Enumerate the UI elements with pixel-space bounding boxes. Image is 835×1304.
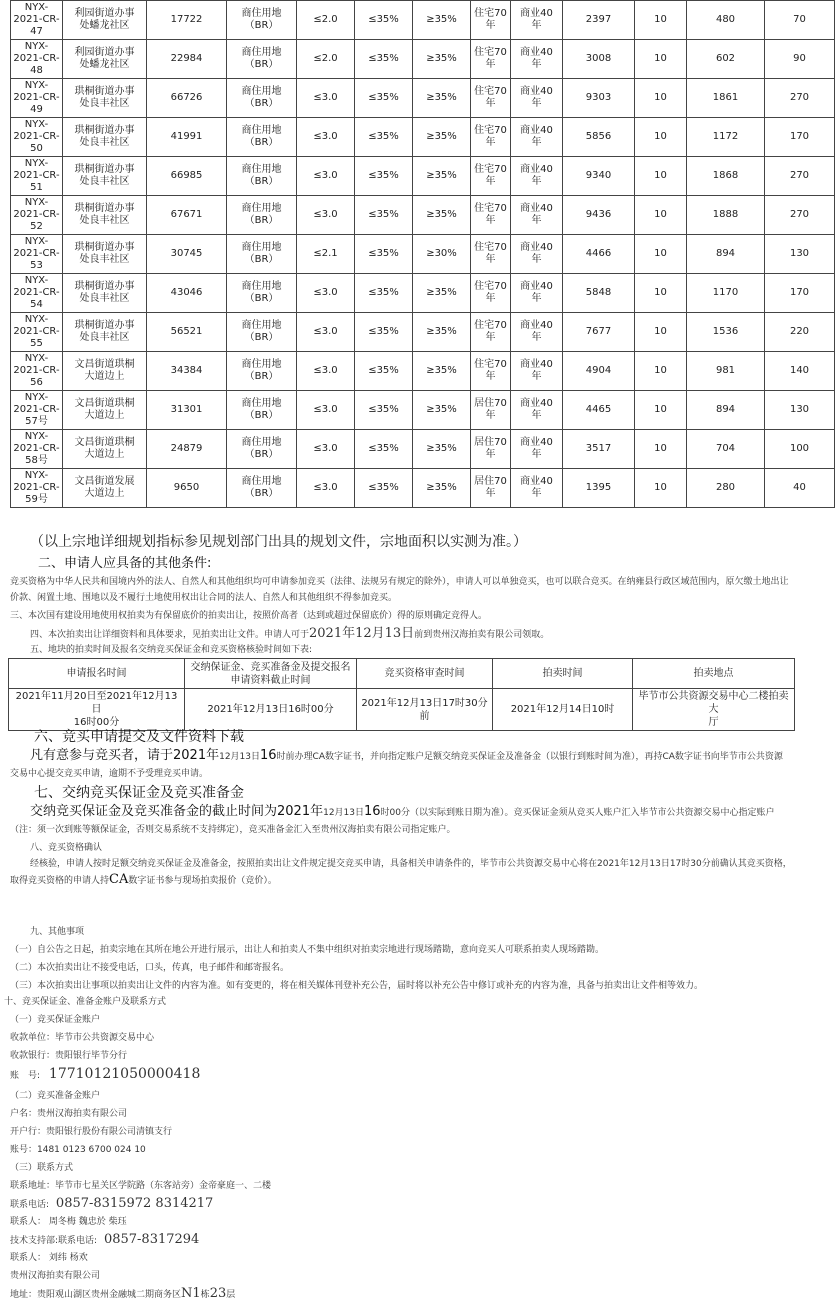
cell-location: 文昌街道珙桐 大道边上: [63, 391, 147, 430]
table-row: [11, 391, 835, 430]
cell-plot-ratio: ≤2.1: [297, 235, 355, 274]
cell-parcel-id: NYX- 2021-CR- 50: [11, 118, 63, 157]
schedule-header-cell: 拍卖时间: [493, 659, 633, 689]
cell-increment: 10: [635, 235, 687, 274]
cell-deposit: 1861: [687, 79, 765, 118]
section-9-item-1: （一）自公告之日起，拍卖宗地在其所在地公开进行展示，出让人和拍卖人不集中组织对拍卖宗地进行现场踏勘，意向竞买人可联系拍卖人现场踏勘。: [10, 945, 605, 955]
cell-increment: 10: [635, 1, 687, 40]
company-name: 贵州汉海拍卖有限公司: [10, 1271, 101, 1281]
section-3-paragraph: 三、本次国有建设用地使用权拍卖为有保留底价的拍卖出让，按照价高者（达到或超过保留底价）得的原则确定竞得人。: [10, 611, 488, 621]
cell-start-price: 4904: [563, 352, 635, 391]
cell-reserve: 70: [765, 1, 835, 40]
schedule-header-cell: 申请报名时间: [9, 659, 185, 689]
contact-title: （三）联系方式: [10, 1163, 74, 1173]
reserve-account-number: 账号：1481 0123 6700 024 10: [10, 1145, 146, 1155]
section-7-title: 七、交纳竞买保证金及竞买准备金: [34, 785, 244, 801]
cell-location: 利园街道办事 处蟠龙社区: [63, 1, 147, 40]
tech-people: 联系人： 刘纬 杨欢: [10, 1253, 88, 1263]
cell-plot-ratio: ≤2.0: [297, 1, 355, 40]
table-row: [11, 118, 835, 157]
cell-increment: 10: [635, 196, 687, 235]
cell-residential-term: 住宅70 年: [471, 1, 511, 40]
schedule-header-cell: 拍卖地点: [633, 659, 795, 689]
cell-building-density: ≤35%: [355, 118, 413, 157]
cell-building-density: ≤35%: [355, 40, 413, 79]
section-2-paragraph-1: 竞买资格为中华人民共和国境内外的法人、自然人和其他组织均可申请参加竞买（法律、法规另有规定的除外），申请人可以单独竞买，也可以联合竞买。在纳雍县行政区域范围内，原欠缴土地出让: [10, 577, 789, 587]
cell-residential-term: 住宅70 年: [471, 196, 511, 235]
cell-area: 9650: [147, 469, 227, 508]
company-address-building: N1: [181, 1286, 201, 1301]
cell-plot-ratio: ≤2.0: [297, 40, 355, 79]
cell-increment: 10: [635, 40, 687, 79]
cell-plot-ratio: ≤3.0: [297, 274, 355, 313]
schedule-value-cell: 毕节市公共资源交易中心二楼拍卖大 厅: [633, 689, 795, 731]
table-row: [11, 274, 835, 313]
cell-building-density: ≤35%: [355, 430, 413, 469]
table-row: [11, 1, 835, 40]
cell-area: 17722: [147, 1, 227, 40]
schedule-value-cell: 2021年12月14日10时: [493, 689, 633, 731]
cell-area: 43046: [147, 274, 227, 313]
schedule-header-cell: 交纳保证金、竞买准备金及提交报名 申请资料截止时间: [185, 659, 357, 689]
company-address: [10, 1288, 235, 1301]
cell-residential-term: 居住70 年: [471, 469, 511, 508]
section-8-paragraph-2: [10, 874, 277, 887]
cell-residential-term: 住宅70 年: [471, 352, 511, 391]
table-row: [11, 157, 835, 196]
cell-reserve: 220: [765, 313, 835, 352]
cell-residential-term: 住宅70 年: [471, 40, 511, 79]
cell-parcel-id: NYX- 2021-CR- 47: [11, 1, 63, 40]
cell-parcel-id: NYX- 2021-CR- 56: [11, 352, 63, 391]
cell-building-density: ≤35%: [355, 157, 413, 196]
cell-commercial-term: 商业40 年: [511, 469, 563, 508]
cell-area: 31301: [147, 391, 227, 430]
cell-start-price: 3008: [563, 40, 635, 79]
cell-area: 66985: [147, 157, 227, 196]
section-9-item-2: （二）本次拍卖出让不接受电话，口头，传真，电子邮件和邮寄报名。: [10, 963, 290, 973]
cell-area: 66726: [147, 79, 227, 118]
cell-increment: 10: [635, 430, 687, 469]
cell-land-use: 商住用地 （BR）: [227, 274, 297, 313]
section-2-title: 二、申请人应具备的其他条件:: [38, 556, 212, 571]
reserve-account-title: （二）竞买准备金账户: [10, 1091, 101, 1101]
cell-plot-ratio: ≤3.0: [297, 157, 355, 196]
cell-residential-term: 住宅70 年: [471, 79, 511, 118]
company-address-c: 栋: [200, 1290, 210, 1300]
section-8-paragraph-1: 经核验，申请人按时足额交纳竞买保证金及准备金，按照拍卖出让文件规定提交竞买申请，具备相关申请条件的，毕节市公共资源交易中心将在2021年12月13日17时30分前确认其竞买资格，: [30, 859, 792, 869]
table-row: [11, 235, 835, 274]
schedule-header-row: [9, 659, 795, 689]
cell-increment: 10: [635, 118, 687, 157]
schedule-value-row: [9, 689, 795, 731]
cell-building-density: ≤35%: [355, 196, 413, 235]
schedule-value-cell: 2021年12月13日16时00分: [185, 689, 357, 731]
cell-deposit: 1172: [687, 118, 765, 157]
cell-area: 22984: [147, 40, 227, 79]
reserve-account-name: 户名：贵州汉海拍卖有限公司: [10, 1109, 128, 1119]
cell-deposit: 1536: [687, 313, 765, 352]
company-address-a: 地址：贵阳观山湖区贵州金融城二期商务区: [10, 1290, 182, 1300]
cell-reserve: 40: [765, 469, 835, 508]
table-row: [11, 430, 835, 469]
section-9-item-3: （三）本次拍卖出让事项以拍卖出让文件的内容为准。如有变更的，将在相关媒体刊登补充公告，届时将以补充公告中修订或补充的内容为准，具备与拍卖出让文件相等效力。: [10, 981, 704, 991]
section-10-title: 十、竞买保证金、准备金账户及联系方式: [4, 997, 167, 1007]
deposit-account-number-row: [10, 1068, 200, 1082]
company-address-e: 层: [226, 1290, 236, 1300]
deposit-account-number-label: 账 号:: [10, 1071, 41, 1081]
cell-residential-term: 居住70 年: [471, 391, 511, 430]
cell-land-use: 商住用地 （BR）: [227, 313, 297, 352]
cell-deposit: 894: [687, 235, 765, 274]
deposit-account-bank: 收款银行：贵阳银行毕节分行: [10, 1051, 128, 1061]
cell-area: 56521: [147, 313, 227, 352]
section-6-lead: 凡有意参与竞买者，请于2021年: [30, 748, 220, 763]
cell-commercial-term: 商业40 年: [511, 1, 563, 40]
reserve-account-bank: 开户行：贵阳银行股份有限公司清镇支行: [10, 1127, 173, 1137]
section-8-text-a: 取得竞买资格的申请人持: [10, 876, 110, 886]
cell-deposit: 480: [687, 1, 765, 40]
cell-parcel-id: NYX- 2021-CR- 58号: [11, 430, 63, 469]
cell-start-price: 4465: [563, 391, 635, 430]
cell-commercial-term: 商业40 年: [511, 118, 563, 157]
cell-commercial-term: 商业40 年: [511, 430, 563, 469]
cell-residential-term: 住宅70 年: [471, 118, 511, 157]
section-8-ca: CA: [109, 872, 129, 887]
cell-reserve: 140: [765, 352, 835, 391]
cell-building-density: ≤35%: [355, 235, 413, 274]
cell-land-use: 商住用地 （BR）: [227, 1, 297, 40]
cell-land-use: 商住用地 （BR）: [227, 235, 297, 274]
section-6-hour: 16: [260, 748, 277, 763]
cell-deposit: 894: [687, 391, 765, 430]
contact-phone: 0857-8315972 8314217: [55, 1196, 214, 1211]
cell-green-ratio: ≥35%: [413, 157, 471, 196]
cell-building-density: ≤35%: [355, 79, 413, 118]
section-5-paragraph: 五、地块的拍卖时间及报名交纳竞买保证金和竞买资格核验时间如下表:: [30, 645, 313, 655]
cell-area: 67671: [147, 196, 227, 235]
section-8-title: 八、竞买资格确认: [30, 843, 103, 853]
cell-land-use: 商住用地 （BR）: [227, 469, 297, 508]
cell-start-price: 2397: [563, 1, 635, 40]
cell-reserve: 270: [765, 157, 835, 196]
cell-reserve: 270: [765, 79, 835, 118]
cell-location: 文昌街道珙桐 大道边上: [63, 352, 147, 391]
section-4-text-b: 前到贵州汉海拍卖有限公司领取。: [414, 630, 550, 640]
contact-phone-label: 联系电话:: [10, 1200, 50, 1210]
cell-start-price: 9436: [563, 196, 635, 235]
cell-deposit: 1868: [687, 157, 765, 196]
schedule-header-cell: 竞买资格审查时间: [357, 659, 493, 689]
cell-land-use: 商住用地 （BR）: [227, 430, 297, 469]
cell-parcel-id: NYX- 2021-CR- 54: [11, 274, 63, 313]
cell-location: 珙桐街道办事 处良丰社区: [63, 235, 147, 274]
section-4-date: 2021年12月13日: [309, 626, 415, 641]
section-7-paragraph: [30, 806, 775, 819]
section-6-date: 12月13日: [219, 752, 260, 762]
cell-parcel-id: NYX- 2021-CR- 48: [11, 40, 63, 79]
table-row: [11, 196, 835, 235]
contact-people: 联系人： 周冬梅 魏忠於 柴珏: [10, 1217, 127, 1227]
cell-green-ratio: ≥35%: [413, 40, 471, 79]
area-note: （以上宗地详细规划指标参见规划部门出具的规划文件，宗地面积以实测为准。）: [30, 534, 527, 550]
deposit-account-title: （一）竞买保证金账户: [10, 1015, 101, 1025]
cell-increment: 10: [635, 352, 687, 391]
cell-increment: 10: [635, 79, 687, 118]
cell-green-ratio: ≥30%: [413, 235, 471, 274]
cell-deposit: 280: [687, 469, 765, 508]
cell-residential-term: 住宅70 年: [471, 274, 511, 313]
section-7-lead: 交纳竞买保证金及竞买准备金的截止时间为2021年: [30, 804, 324, 819]
cell-parcel-id: NYX- 2021-CR- 57号: [11, 391, 63, 430]
cell-start-price: 4466: [563, 235, 635, 274]
parcel-table: [10, 0, 835, 508]
section-6-rest: 时前办理CA数字证书，并向指定账户足额交纳竞买保证金及准备金（以银行到账时间为准），再持CA数字证书向毕节市公共资源: [276, 752, 783, 762]
section-6-paragraph: [30, 750, 783, 763]
section-6-title: 六、竞买申请提交及文件资料下载: [34, 729, 244, 745]
cell-location: 珙桐街道办事 处良丰社区: [63, 157, 147, 196]
cell-deposit: 981: [687, 352, 765, 391]
cell-deposit: 602: [687, 40, 765, 79]
cell-commercial-term: 商业40 年: [511, 352, 563, 391]
cell-plot-ratio: ≤3.0: [297, 118, 355, 157]
cell-increment: 10: [635, 469, 687, 508]
cell-commercial-term: 商业40 年: [511, 196, 563, 235]
cell-deposit: 704: [687, 430, 765, 469]
cell-increment: 10: [635, 391, 687, 430]
cell-parcel-id: NYX- 2021-CR- 49: [11, 79, 63, 118]
cell-deposit: 1888: [687, 196, 765, 235]
section-2-paragraph-2: 价款、闲置土地、围地以及不履行土地使用权出让合同的法人、自然人和其他组织不得参加竞买。: [10, 593, 398, 603]
cell-commercial-term: 商业40 年: [511, 313, 563, 352]
cell-building-density: ≤35%: [355, 1, 413, 40]
cell-increment: 10: [635, 157, 687, 196]
cell-parcel-id: NYX- 2021-CR- 52: [11, 196, 63, 235]
cell-plot-ratio: ≤3.0: [297, 430, 355, 469]
cell-start-price: 9303: [563, 79, 635, 118]
deposit-account-number: 17710121050000418: [48, 1066, 201, 1082]
cell-plot-ratio: ≤3.0: [297, 196, 355, 235]
contact-address: 联系地址：毕节市七星关区学院路（东客站旁）金帝豪庭一、二楼: [10, 1181, 272, 1191]
cell-commercial-term: 商业40 年: [511, 235, 563, 274]
cell-green-ratio: ≥35%: [413, 313, 471, 352]
cell-reserve: 270: [765, 196, 835, 235]
cell-reserve: 100: [765, 430, 835, 469]
cell-area: 30745: [147, 235, 227, 274]
cell-green-ratio: ≥35%: [413, 79, 471, 118]
cell-commercial-term: 商业40 年: [511, 157, 563, 196]
cell-building-density: ≤35%: [355, 313, 413, 352]
cell-commercial-term: 商业40 年: [511, 391, 563, 430]
cell-building-density: ≤35%: [355, 391, 413, 430]
cell-parcel-id: NYX- 2021-CR- 51: [11, 157, 63, 196]
cell-start-price: 5848: [563, 274, 635, 313]
cell-residential-term: 住宅70 年: [471, 157, 511, 196]
cell-land-use: 商住用地 （BR）: [227, 391, 297, 430]
section-4-text-a: 四、本次拍卖出让详细资料和具体要求，见拍卖出让文件。申请人可于: [30, 630, 310, 640]
cell-increment: 10: [635, 313, 687, 352]
cell-start-price: 3517: [563, 430, 635, 469]
cell-land-use: 商住用地 （BR）: [227, 40, 297, 79]
schedule-value-cell: 2021年11月20日至2021年12月13日 16时00分: [9, 689, 185, 731]
cell-location: 珙桐街道办事 处良丰社区: [63, 313, 147, 352]
schedule-table: [8, 658, 795, 731]
schedule-value-cell: 2021年12月13日17时30分 前: [357, 689, 493, 731]
section-4-paragraph: [30, 628, 549, 641]
cell-commercial-term: 商业40 年: [511, 274, 563, 313]
cell-land-use: 商住用地 （BR）: [227, 79, 297, 118]
deposit-account-unit: 收款单位：毕节市公共资源交易中心: [10, 1033, 155, 1043]
cell-commercial-term: 商业40 年: [511, 40, 563, 79]
cell-location: 珙桐街道办事 处良丰社区: [63, 79, 147, 118]
cell-location: 文昌街道发展 大道边上: [63, 469, 147, 508]
section-9-title: 九、其他事项: [30, 927, 85, 937]
cell-green-ratio: ≥35%: [413, 352, 471, 391]
cell-plot-ratio: ≤3.0: [297, 352, 355, 391]
cell-location: 珙桐街道办事 处良丰社区: [63, 196, 147, 235]
cell-area: 41991: [147, 118, 227, 157]
tech-phone-label: 技术支持部:联系电话:: [10, 1236, 98, 1246]
cell-residential-term: 住宅70 年: [471, 235, 511, 274]
cell-reserve: 170: [765, 274, 835, 313]
table-row: [11, 313, 835, 352]
tech-phone: 0857-8317294: [103, 1232, 200, 1247]
cell-start-price: 9340: [563, 157, 635, 196]
cell-plot-ratio: ≤3.0: [297, 469, 355, 508]
table-row: [11, 469, 835, 508]
table-row: [11, 79, 835, 118]
cell-commercial-term: 商业40 年: [511, 79, 563, 118]
company-address-floor: 23: [209, 1286, 227, 1301]
cell-green-ratio: ≥35%: [413, 1, 471, 40]
cell-plot-ratio: ≤3.0: [297, 79, 355, 118]
cell-location: 珙桐街道办事 处良丰社区: [63, 118, 147, 157]
section-7-date: 12月13日: [323, 808, 364, 818]
cell-land-use: 商住用地 （BR）: [227, 352, 297, 391]
cell-building-density: ≤35%: [355, 469, 413, 508]
cell-green-ratio: ≥35%: [413, 469, 471, 508]
cell-reserve: 130: [765, 391, 835, 430]
section-7-hour: 16: [364, 804, 381, 819]
section-8-text-c: 数字证书参与现场拍卖报价（竞价）。: [128, 876, 277, 886]
cell-plot-ratio: ≤3.0: [297, 313, 355, 352]
cell-start-price: 7677: [563, 313, 635, 352]
cell-area: 24879: [147, 430, 227, 469]
cell-parcel-id: NYX- 2021-CR- 53: [11, 235, 63, 274]
cell-residential-term: 住宅70 年: [471, 313, 511, 352]
cell-reserve: 130: [765, 235, 835, 274]
section-6-line-2: 交易中心提交竞买申请，逾期不予受理竞买申请。: [10, 769, 209, 779]
cell-parcel-id: NYX- 2021-CR- 55: [11, 313, 63, 352]
cell-land-use: 商住用地 （BR）: [227, 196, 297, 235]
cell-start-price: 5856: [563, 118, 635, 157]
table-row: [11, 352, 835, 391]
cell-land-use: 商住用地 （BR）: [227, 118, 297, 157]
cell-increment: 10: [635, 274, 687, 313]
cell-location: 利园街道办事 处蟠龙社区: [63, 40, 147, 79]
cell-parcel-id: NYX- 2021-CR- 59号: [11, 469, 63, 508]
cell-deposit: 1170: [687, 274, 765, 313]
cell-residential-term: 居住70 年: [471, 430, 511, 469]
table-row: [11, 40, 835, 79]
cell-green-ratio: ≥35%: [413, 391, 471, 430]
cell-area: 34384: [147, 352, 227, 391]
cell-green-ratio: ≥35%: [413, 274, 471, 313]
cell-green-ratio: ≥35%: [413, 196, 471, 235]
cell-green-ratio: ≥35%: [413, 430, 471, 469]
cell-location: 文昌街道珙桐 大道边上: [63, 430, 147, 469]
cell-reserve: 90: [765, 40, 835, 79]
cell-reserve: 170: [765, 118, 835, 157]
cell-plot-ratio: ≤3.0: [297, 391, 355, 430]
section-7-line-2: （注：须一次到账等额保证金，否则交易系统不支持绑定），竞买准备金汇入至贵州汉海拍卖有限公司指定账户。: [10, 825, 456, 835]
cell-start-price: 1395: [563, 469, 635, 508]
cell-location: 珙桐街道办事 处良丰社区: [63, 274, 147, 313]
section-7-rest: 时00分（以实际到账日期为准）。竞买保证金须从竞买人账户汇入毕节市公共资源交易中心指定账户: [380, 808, 775, 818]
cell-building-density: ≤35%: [355, 352, 413, 391]
tech-phone-row: [10, 1234, 199, 1247]
cell-building-density: ≤35%: [355, 274, 413, 313]
cell-green-ratio: ≥35%: [413, 118, 471, 157]
cell-land-use: 商住用地 （BR）: [227, 157, 297, 196]
contact-phone-row: [10, 1198, 213, 1211]
